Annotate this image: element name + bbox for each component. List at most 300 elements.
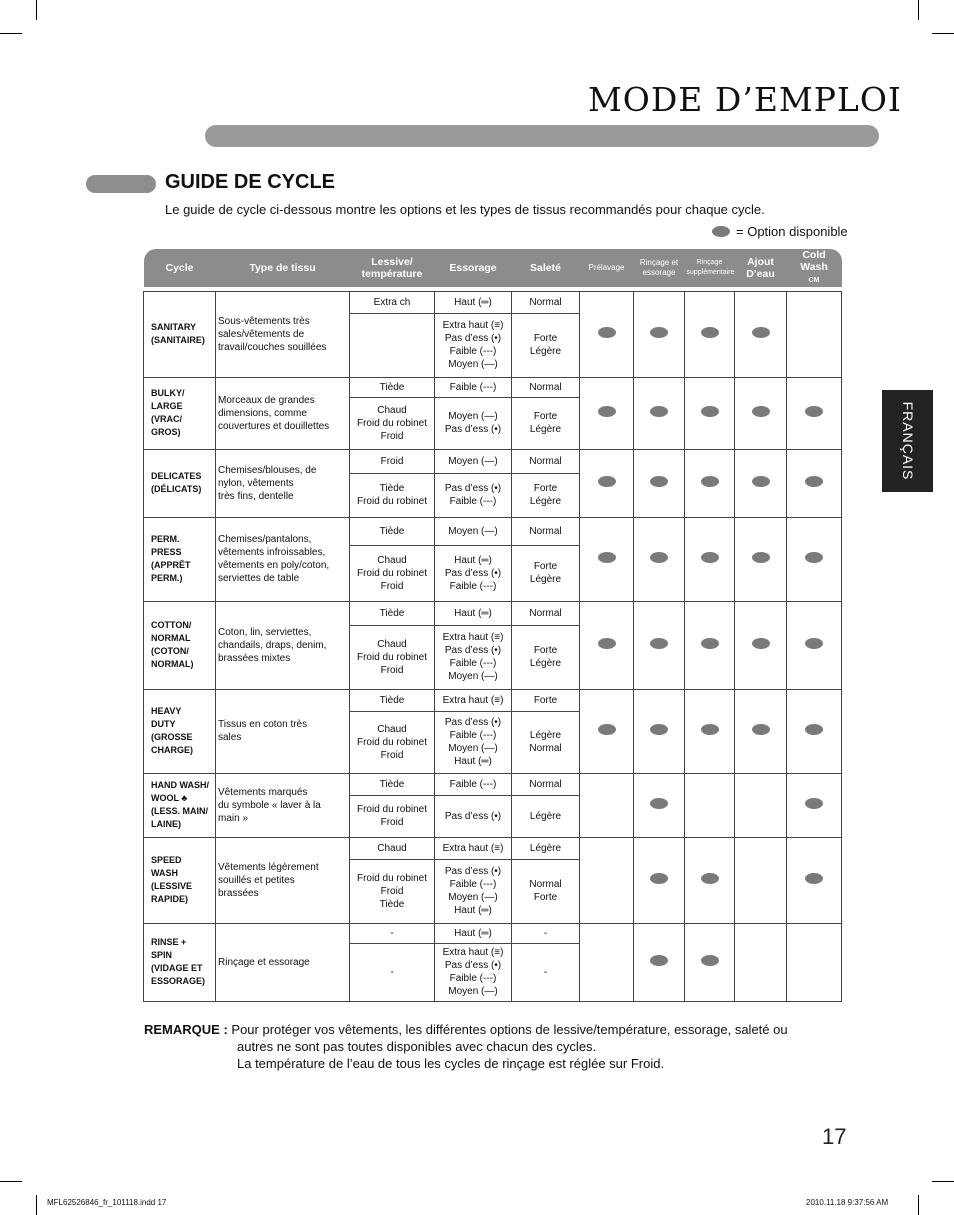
temperature-line: Tiède [379, 525, 405, 537]
soil-level-line: Légère [529, 658, 562, 669]
cycle-name-line: (LESS. MAIN/ [151, 806, 209, 816]
soil-level [512, 601, 580, 625]
soil-level-line: Forte [533, 892, 558, 903]
soil-level [512, 859, 580, 923]
soil-level [512, 923, 580, 943]
soil-level [512, 377, 580, 397]
option-dot-icon [701, 873, 719, 884]
spin-speed-line: Pas d’ess (•) [444, 717, 502, 728]
option-rinse-spin [634, 837, 685, 923]
option-extra-rinse [685, 449, 735, 517]
spin-speed-line: Moyen (—) [448, 986, 498, 997]
spin-speed [435, 711, 512, 773]
option-cold-wash [787, 689, 842, 773]
table-row [144, 773, 842, 795]
spin-speed-line: Haut (═) [454, 554, 492, 566]
spin-speed-line: Extra haut (≡) [442, 320, 504, 331]
spin-speed-line: Faible (---) [449, 658, 497, 669]
temperature-line: Froid [380, 885, 404, 897]
crop-mark [0, 33, 22, 34]
option-dot-icon [752, 724, 770, 735]
temperature [350, 377, 435, 397]
option-dot-icon [650, 638, 668, 649]
spin-speed-line: Moyen (—) [448, 455, 498, 467]
fabric-type-line: sales [218, 732, 242, 743]
cycle-name-line: PRESS [151, 547, 182, 557]
option-dot-icon [752, 476, 770, 487]
footer-timestamp: 2010.11.18 9:37:56 AM [806, 1198, 889, 1207]
option-dot-icon [805, 476, 823, 487]
fabric-type [216, 923, 350, 1001]
temperature-line: Froid [380, 749, 404, 761]
cycle-name-line: CHARGE) [151, 745, 193, 755]
header-add-garment: Ajout D’eau [735, 249, 787, 287]
option-dot-icon [650, 327, 668, 338]
table-row [144, 837, 842, 859]
header-spin: Essorage [435, 249, 512, 287]
spin-speed [435, 837, 512, 859]
cycle-name-line: (DÉLICATS) [151, 484, 202, 494]
soil-level-line: Légère [529, 810, 562, 822]
fabric-type-line: main » [218, 812, 249, 824]
cycle-name-line: BULKY/ [151, 388, 185, 398]
cycle-name-line: PERM.) [151, 573, 183, 583]
option-dot-icon [701, 327, 719, 338]
option-dot-icon [650, 873, 668, 884]
option-dot-icon [598, 552, 616, 563]
cycle-name [144, 773, 216, 837]
soil-level-line: Normal [529, 296, 562, 308]
fabric-type-line: dimensions, comme [218, 407, 307, 419]
soil-level-line: Forte [533, 645, 558, 656]
cycle-name-line: (VIDAGE ET [151, 963, 203, 973]
option-cold-wash [787, 517, 842, 601]
option-dot-icon [805, 873, 823, 884]
section-intro: Le guide de cycle ci-dessous montre les options et les types de tissus recommandés pour chaque cycle. [165, 202, 765, 217]
temperature [350, 313, 435, 377]
cycle-name [144, 837, 216, 923]
option-dot-icon [598, 476, 616, 487]
table-row [144, 291, 842, 313]
option-dot-icon [805, 406, 823, 417]
spin-speed-line: Faible (---) [449, 973, 497, 984]
legend [712, 224, 848, 239]
soil-level-line: Légère [529, 574, 562, 585]
option-extra-rinse [685, 689, 735, 773]
option-prewash [580, 923, 634, 1001]
cycle-name-line: COTTON/ [151, 620, 192, 630]
spin-speed [435, 601, 512, 625]
option-dot-icon [805, 798, 823, 809]
cycle-name [144, 923, 216, 1001]
option-extra-rinse [685, 517, 735, 601]
option-prewash [580, 773, 634, 837]
spin-speed-line: Pas d’ess (•) [444, 810, 502, 822]
option-add-garment [735, 377, 787, 449]
spin-speed-line: Pas d’ess (•) [444, 483, 502, 494]
option-cold-wash [787, 837, 842, 923]
cycle-name-line: NORMAL [151, 633, 191, 643]
temperature-line: Chaud [377, 723, 407, 735]
option-dot-icon [752, 406, 770, 417]
option-add-garment [735, 517, 787, 601]
cycle-name-line: SPEED [151, 855, 182, 865]
fabric-type-line: Sous-vêtements très [218, 315, 310, 327]
soil-level [512, 545, 580, 601]
fabric-type-line: vêtements infroissables, [218, 547, 326, 558]
spin-speed-line: Faible (---) [449, 346, 497, 357]
spin-speed-line: Faible (---) [449, 496, 497, 507]
temperature [350, 397, 435, 449]
header-rinse-spin: Rinçage et essorage [634, 249, 685, 287]
spin-speed [435, 943, 512, 1001]
cycle-name-line: HEAVY [151, 706, 182, 716]
spin-speed [435, 625, 512, 689]
soil-level [512, 689, 580, 711]
temperature [350, 291, 435, 313]
fabric-type-line: Morceaux de grandes [218, 394, 315, 406]
fabric-type-line: très fins, dentelle [218, 490, 294, 502]
fabric-type [216, 601, 350, 689]
spin-speed-line: Extra haut (≡) [442, 842, 504, 854]
temperature-line: Tiède [379, 778, 405, 790]
crop-mark [0, 1181, 22, 1182]
option-rinse-spin [634, 517, 685, 601]
spin-speed [435, 517, 512, 545]
temperature-line: Tiède [379, 694, 405, 706]
crop-mark [36, 1195, 37, 1215]
option-dot-icon [805, 552, 823, 563]
soil-level-line: Normal [529, 879, 562, 890]
option-cold-wash [787, 601, 842, 689]
temperature [350, 923, 435, 943]
crop-mark [932, 33, 954, 34]
cycle-name [144, 601, 216, 689]
cycle-name-line: DELICATES [151, 471, 202, 481]
cycle-name-line: (COTON/ [151, 646, 189, 656]
option-rinse-spin [634, 291, 685, 377]
spin-speed-line: Moyen (—) [448, 892, 498, 903]
option-dot-icon [805, 724, 823, 735]
soil-level-line: Légère [529, 730, 562, 741]
spin-speed-line: Haut (═) [454, 296, 492, 308]
temperature-line: Froid [380, 817, 404, 828]
fabric-type-line: nylon, vêtements [218, 477, 294, 489]
temperature-line: Tiède [379, 381, 405, 393]
option-rinse-spin [634, 449, 685, 517]
fabric-type-line: Tissus en coton très [218, 719, 308, 730]
fabric-type-line: Vêtements légèrement [218, 861, 319, 873]
temperature [350, 473, 435, 517]
option-extra-rinse [685, 837, 735, 923]
soil-level [512, 711, 580, 773]
temperature-line: Froid [380, 664, 404, 676]
temperature-line: Froid [380, 455, 404, 467]
option-rinse-spin [634, 689, 685, 773]
temperature [350, 689, 435, 711]
cycle-name [144, 449, 216, 517]
header-detergent: Lessive/ température [350, 249, 435, 287]
soil-level [512, 837, 580, 859]
table-row [144, 377, 842, 397]
table-row [144, 449, 842, 473]
temperature-line: Tiède [379, 898, 405, 910]
spin-speed [435, 545, 512, 601]
soil-level-line: - [543, 927, 548, 939]
fabric-type [216, 837, 350, 923]
spin-speed-line: Faible (---) [449, 730, 497, 741]
option-prewash [580, 601, 634, 689]
soil-level-line: Légère [529, 424, 562, 435]
cycle-name [144, 377, 216, 449]
temperature [350, 795, 435, 837]
fabric-type-line: Rinçage et essorage [218, 956, 310, 968]
cycle-name-line: (GROSSE [151, 732, 193, 742]
section-marker [86, 175, 156, 193]
spin-speed-line: Faible (---) [449, 580, 497, 592]
spin-speed-line: Haut (═) [454, 905, 492, 916]
spin-speed-line: Haut (═) [454, 927, 492, 939]
spin-speed-line: Pas d’ess (•) [444, 567, 502, 579]
option-dot-icon [701, 638, 719, 649]
option-dot-icon [598, 724, 616, 735]
spin-speed [435, 795, 512, 837]
table-body [144, 287, 842, 1001]
fabric-type-line: chandails, draps, denim, [218, 639, 327, 651]
option-dot-icon [701, 955, 719, 966]
soil-level-line: Légère [529, 842, 562, 854]
temperature-line: Froid du robinet [356, 496, 428, 507]
temperature-line: Tiède [379, 607, 405, 619]
option-dot-icon [650, 724, 668, 735]
fabric-type-line: Coton, lin, serviettes, [218, 626, 312, 638]
cycle-name-line: LAINE) [151, 819, 181, 829]
temperature-line: Chaud [377, 404, 407, 416]
remark-line-2: autres ne sont pas toutes disponibles avec chacun des cycles. [237, 1039, 597, 1054]
cycle-name-line: DUTY [151, 719, 176, 729]
option-rinse-spin [634, 377, 685, 449]
cycle-name-line: (LESSIVE [151, 881, 193, 891]
option-cold-wash [787, 773, 842, 837]
fabric-type [216, 517, 350, 601]
cycle-name-line: WOOL ♣ [151, 793, 188, 803]
temperature-line: - [390, 927, 394, 939]
soil-level-line: - [543, 966, 548, 978]
fabric-type-line: brassées [218, 887, 259, 899]
spin-speed [435, 473, 512, 517]
spin-speed-line: Moyen (—) [448, 743, 498, 754]
cycle-name-line: NORMAL) [151, 659, 194, 669]
temperature-line: Froid [380, 430, 404, 442]
spin-speed-line: Moyen (—) [448, 359, 498, 370]
header-soil: Saleté [512, 249, 580, 287]
cycle-name-line: SPIN [151, 950, 173, 960]
language-tab [882, 390, 933, 492]
fabric-type-line: brassées mixtes [218, 652, 291, 664]
fabric-type-line: du symbole « laver à la [218, 799, 321, 811]
temperature-line: Froid du robinet [356, 417, 428, 429]
option-prewash [580, 449, 634, 517]
spin-speed-line: Pas d’ess (•) [444, 333, 502, 344]
soil-level-line: Forte [533, 694, 558, 706]
cycle-name-line: (SANITAIRE) [151, 335, 205, 345]
soil-level [512, 943, 580, 1001]
cycle-name-line: HAND WASH/ [151, 780, 209, 790]
option-add-garment [735, 923, 787, 1001]
soil-level [512, 291, 580, 313]
cycle-guide-table [143, 249, 842, 1002]
fabric-type [216, 291, 350, 377]
option-dot-icon [650, 552, 668, 563]
crop-mark [918, 0, 919, 20]
cycle-name [144, 291, 216, 377]
soil-level-line: Normal [529, 455, 562, 467]
option-rinse-spin [634, 773, 685, 837]
temperature-line: Chaud [377, 554, 407, 566]
soil-level [512, 473, 580, 517]
remark-line-3: La température de l’eau de tous les cycles de rinçage est réglée sur Froid. [237, 1056, 665, 1071]
fabric-type-line: souillés et petites [218, 874, 295, 886]
section-title: GUIDE DE CYCLE [165, 171, 336, 193]
cycle-name-line: (APPRÊT [151, 560, 191, 570]
fabric-type-line: Vêtements marqués [218, 786, 308, 798]
temperature-line: Chaud [377, 638, 407, 650]
option-prewash [580, 377, 634, 449]
option-dot-icon [650, 798, 668, 809]
temperature-line: Froid du robinet [356, 736, 428, 748]
cycle-name [144, 689, 216, 773]
cycle-name-line: LARGE [151, 401, 183, 411]
soil-level-line: Forte [533, 561, 558, 572]
remark-label: REMARQUE : [144, 1022, 228, 1037]
temperature [350, 517, 435, 545]
temperature [350, 711, 435, 773]
option-add-garment [735, 773, 787, 837]
option-prewash [580, 689, 634, 773]
temperature-line: Chaud [377, 842, 407, 854]
fabric-type-line: Chemises/pantalons, [218, 534, 312, 545]
page-title: MODE D’EMPLOI [588, 80, 902, 119]
temperature-line: Froid [380, 580, 404, 592]
fabric-type [216, 377, 350, 449]
footer-file-info: MFL62526846_fr_101118.indd 17 [47, 1198, 167, 1207]
option-dot-icon [598, 406, 616, 417]
temperature [350, 449, 435, 473]
table-row [144, 923, 842, 943]
option-extra-rinse [685, 773, 735, 837]
table-row [144, 601, 842, 625]
temperature [350, 601, 435, 625]
cycle-name-line: PERM. [151, 534, 180, 544]
soil-level [512, 773, 580, 795]
option-dot-icon [598, 638, 616, 649]
option-dot-icon [712, 226, 730, 237]
option-dot-icon [701, 476, 719, 487]
option-dot-icon [650, 476, 668, 487]
option-add-garment [735, 291, 787, 377]
header-bar [205, 125, 879, 147]
option-extra-rinse [685, 601, 735, 689]
temperature [350, 837, 435, 859]
spin-speed-line: Extra haut (≡) [442, 632, 504, 643]
option-extra-rinse [685, 291, 735, 377]
fabric-type [216, 773, 350, 837]
temperature-line: Froid du robinet [356, 872, 428, 884]
spin-speed [435, 397, 512, 449]
option-dot-icon [701, 724, 719, 735]
option-cold-wash [787, 923, 842, 1001]
option-dot-icon [805, 638, 823, 649]
temperature [350, 625, 435, 689]
cycle-name-line: RAPIDE) [151, 894, 189, 904]
header-extra-rinse: Rinçage supplémentaire [685, 249, 735, 287]
table-row [144, 517, 842, 545]
header-fabric: Type de tissu [216, 249, 350, 287]
option-dot-icon [701, 552, 719, 563]
soil-level-line: Forte [533, 483, 558, 494]
option-dot-icon [701, 406, 719, 417]
soil-level [512, 449, 580, 473]
spin-speed-line: Moyen (—) [448, 525, 498, 537]
spin-speed-line: Faible (---) [449, 879, 497, 890]
spin-speed-line: Pas d’ess (•) [444, 424, 502, 435]
cycle-name [144, 517, 216, 601]
fabric-type-line: Chemises/blouses, de [218, 464, 317, 476]
spin-speed-line: Pas d’ess (•) [444, 645, 502, 656]
soil-level-line: Légère [529, 496, 562, 507]
soil-level [512, 795, 580, 837]
option-dot-icon [752, 327, 770, 338]
cycle-name-line: ESSORAGE) [151, 976, 206, 986]
option-rinse-spin [634, 601, 685, 689]
option-add-garment [735, 837, 787, 923]
fabric-type [216, 689, 350, 773]
option-prewash [580, 291, 634, 377]
soil-level-line: Normal [529, 607, 562, 619]
soil-level-line: Normal [529, 743, 562, 754]
spin-speed [435, 377, 512, 397]
option-add-garment [735, 601, 787, 689]
fabric-type-line: serviettes de table [218, 573, 300, 584]
spin-speed-line: Haut (═) [454, 756, 492, 767]
spin-speed-line: Moyen (—) [448, 671, 498, 682]
option-dot-icon [752, 638, 770, 649]
temperature [350, 545, 435, 601]
option-add-garment [735, 449, 787, 517]
option-extra-rinse [685, 923, 735, 1001]
option-dot-icon [752, 552, 770, 563]
remark [144, 1021, 788, 1072]
page-number: 17 [822, 1124, 847, 1149]
temperature [350, 859, 435, 923]
soil-level-line: Forte [533, 411, 558, 422]
temperature [350, 943, 435, 1001]
spin-speed-line: Pas d’ess (•) [444, 866, 502, 877]
cycle-name-line: (VRAC/ [151, 414, 182, 424]
option-dot-icon [650, 955, 668, 966]
option-dot-icon [650, 406, 668, 417]
temperature-line: Froid du robinet [356, 804, 428, 815]
fabric-type-line: vêtements en poly/coton, [218, 560, 330, 571]
soil-level-line: Normal [529, 525, 562, 537]
option-rinse-spin [634, 923, 685, 1001]
header-cold-wash: Cold Wash CM [787, 249, 842, 287]
soil-level [512, 397, 580, 449]
spin-speed-line: Haut (═) [454, 607, 492, 619]
table-header-row [144, 249, 842, 287]
soil-level-line: Légère [529, 346, 562, 357]
spin-speed-line: Extra haut (≡) [442, 947, 504, 958]
